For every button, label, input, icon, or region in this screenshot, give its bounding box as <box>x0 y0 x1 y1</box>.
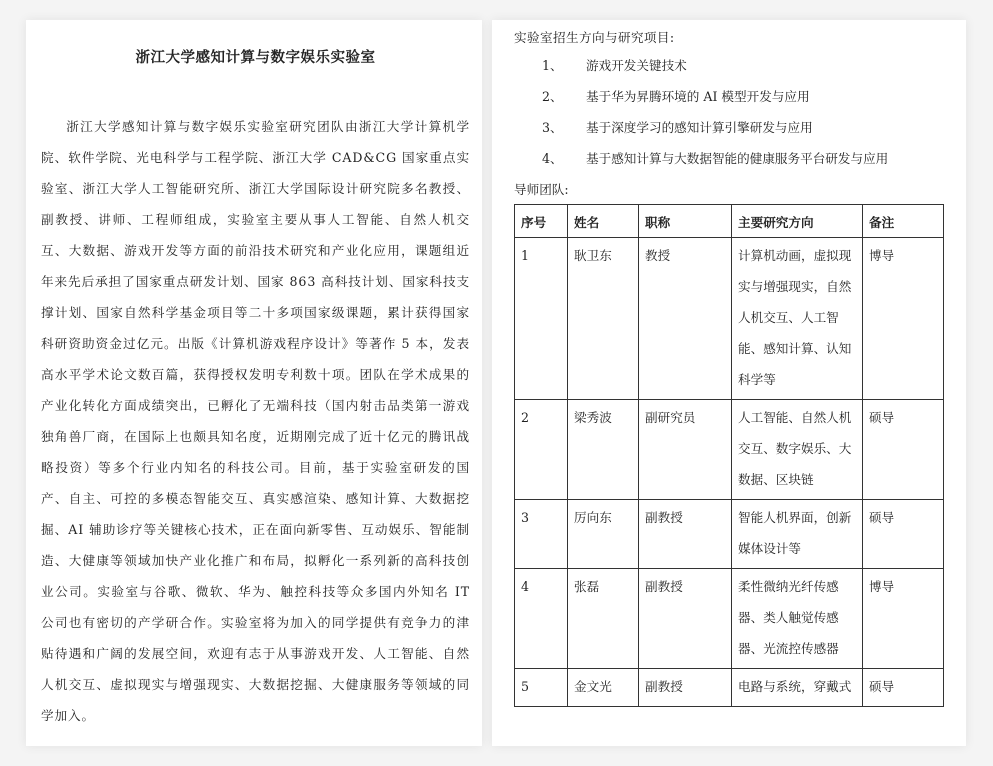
column-header-number: 序号 <box>515 205 568 238</box>
list-item-number: 3、 <box>542 120 563 135</box>
table-row <box>515 569 944 669</box>
lab-title: 浙江大学感知计算与数字娱乐实验室 <box>135 50 376 66</box>
cell-remark: 硕导 <box>863 669 944 707</box>
list-item-number: 4、 <box>542 151 563 166</box>
cell-title: 副教授 <box>639 569 732 669</box>
table-row <box>515 238 944 400</box>
document-page-right <box>492 20 966 746</box>
list-item-number: 2、 <box>542 89 563 104</box>
table-row <box>515 669 944 707</box>
cell-name: 金文光 <box>568 669 639 707</box>
column-header-name: 姓名 <box>568 205 639 238</box>
list-item-text: 游戏开发关键技术 <box>586 58 687 73</box>
cell-title: 副研究员 <box>639 400 732 500</box>
cell-research-direction: 人工智能、自然人机交互、数字娱乐、大数据、区块链 <box>732 400 863 500</box>
cell-remark: 硕导 <box>863 400 944 500</box>
cell-number: 3 <box>515 500 568 569</box>
list-item-text: 基于深度学习的感知计算引擎研发与应用 <box>586 120 813 135</box>
lab-introduction-paragraph: 浙江大学感知计算与数字娱乐实验室研究团队由浙江大学计算机学院、软件学院、光电科学与工程学院、浙江大学 CAD&CG 国家重点实验室、浙江大学人工智能研究所、浙江大学国际设计研究院多名教授、副教授、讲师、工程师组成，实验室主要从事人工智能、自然人机交互、大数据、游戏开发等方面的前沿技术研究和产业化应用，课题组近年来先后承担了国家重点研发计划、国家 863 高科技计划、国家科技支撑计划、国家自然科学基金项目等二十多项国家级课题，累计获得国家科研资助资金过亿元。出版《计算机游戏程序设计》等著作 5 本，发表高水平学术论文数百篇，获得授权发明专利数十项。团队在学术成果的产业化转化方面成绩突出，已孵化了无端科技（国内射击品类第一游戏独角兽厂商，在国际上也颇具知名度，近期刚完成了近十亿元的腾讯战略投资）等多个行业内知名的科技公司。目前，基于实验室研发的国产、自主、可控的多模态智能交互、真实感渲染、感知计算、大数据挖掘、AI 辅助诊疗等关键核心技术，正在面向新零售、互动娱乐、智能制造、大健康等领域加快产业化推广和布局，拟孵化一系列新的高科技创业公司。实验室与谷歌、微软、华为、触控科技等众多国内外知名 IT 公司也有密切的产学研合作。实验室将为加入的同学提供有竞争力的津贴待遇和广阔的发展空间，欢迎有志于从事游戏开发、人工智能、自然人机交互、虚拟现实与增强现实、大数据挖掘、大健康服务等领域的同学加入。 <box>41 119 470 723</box>
cell-research-direction: 柔性微纳光纤传感器、类人触觉传感器、光流控传感器 <box>732 569 863 669</box>
column-header-research-direction: 主要研究方向 <box>732 205 863 238</box>
column-header-title: 职称 <box>639 205 732 238</box>
cell-remark: 博导 <box>863 569 944 669</box>
cell-research-direction: 电路与系统，穿戴式 <box>732 669 863 707</box>
cell-number: 2 <box>515 400 568 500</box>
cell-title: 副教授 <box>639 500 732 569</box>
supervisor-table <box>514 204 944 707</box>
list-item <box>514 112 946 143</box>
cell-number: 4 <box>515 569 568 669</box>
table-row <box>515 400 944 500</box>
cell-remark: 博导 <box>863 238 944 400</box>
table-header-row <box>515 205 944 238</box>
cell-number: 1 <box>515 238 568 400</box>
column-header-remark: 备注 <box>863 205 944 238</box>
table-row <box>515 500 944 569</box>
list-item-text: 基于感知计算与大数据智能的健康服务平台研发与应用 <box>586 151 889 166</box>
cell-research-direction: 智能人机界面，创新媒体设计等 <box>732 500 863 569</box>
list-item <box>514 143 946 174</box>
cell-name: 耿卫东 <box>568 238 639 400</box>
list-item-number: 1、 <box>542 58 563 73</box>
cell-remark: 硕导 <box>863 500 944 569</box>
supervisor-team-label: 导师团队: <box>514 182 569 197</box>
list-item <box>514 81 946 112</box>
cell-name: 张磊 <box>568 569 639 669</box>
list-item <box>514 50 946 81</box>
cell-title: 教授 <box>639 238 732 400</box>
cell-research-direction: 计算机动画，虚拟现实与增强现实，自然人机交互、人工智能、感知计算、认知科学等 <box>732 238 863 400</box>
research-project-list <box>514 50 946 174</box>
cell-name: 厉向东 <box>568 500 639 569</box>
cell-title: 副教授 <box>639 669 732 707</box>
recruitment-directions-heading: 实验室招生方向与研究项目: <box>514 30 675 45</box>
cell-name: 梁秀波 <box>568 400 639 500</box>
cell-number: 5 <box>515 669 568 707</box>
list-item-text: 基于华为昇腾环境的 AI 模型开发与应用 <box>586 89 810 104</box>
document-page-left <box>26 20 482 746</box>
